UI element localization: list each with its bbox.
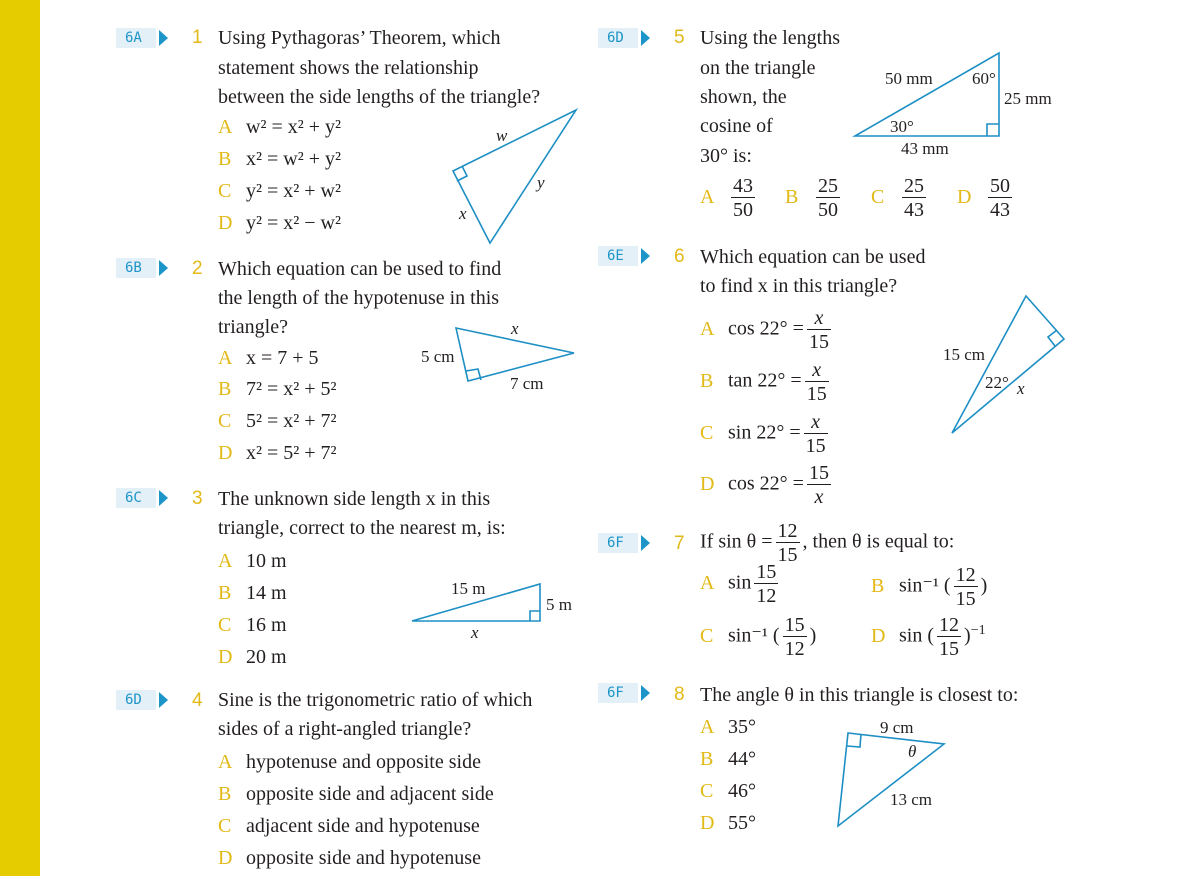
question-number: 7: [674, 533, 685, 554]
section-tag: 6A: [116, 28, 156, 48]
question-text: triangle, correct to the nearest m, is:: [218, 517, 506, 539]
answer-option[interactable]: A hypotenuse and opposite side: [218, 751, 481, 773]
section-tag: 6F: [598, 683, 638, 703]
section-tag: 6D: [598, 28, 638, 48]
diagram-label: 7 cm: [510, 374, 544, 393]
answer-option[interactable]: B opposite side and adjacent side: [218, 783, 494, 805]
answer-option[interactable]: A $\frac{43}{50}$: [700, 175, 753, 221]
question-number: 3: [192, 488, 203, 509]
answer-option[interactable]: C 5² = x² + 7²: [218, 410, 337, 432]
diagram-label: θ: [908, 742, 917, 761]
q3-right-angle-mark: [530, 611, 540, 621]
question-text: Using Pythagoras’ Theorem, which: [218, 27, 501, 49]
answer-option[interactable]: B x² = w² + y²: [218, 148, 341, 170]
answer-option[interactable]: B $\frac{25}{50}$: [785, 175, 838, 221]
question-text: Which equation can be used: [700, 246, 926, 268]
answer-option[interactable]: C adjacent side and hypotenuse: [218, 815, 480, 837]
question-number: 5: [674, 27, 685, 48]
diagram-label: x: [471, 623, 479, 642]
diagram-label: 60°: [972, 69, 996, 88]
question-text: The unknown side length x in this: [218, 488, 491, 510]
question-text: between the side lengths of the triangle?: [218, 86, 541, 108]
section-tag: 6E: [598, 246, 638, 266]
diagram-label: x: [459, 204, 467, 223]
answer-option[interactable]: A x = 7 + 5: [218, 347, 319, 369]
question-text: 30° is:: [700, 145, 752, 167]
diagram-label: 9 cm: [880, 718, 914, 737]
q6-triangle: [952, 296, 1064, 433]
answer-option[interactable]: C y² = x² + w²: [218, 180, 341, 202]
diagram-label: 15 cm: [943, 345, 986, 364]
question-number: 8: [674, 684, 685, 705]
question-text: cosine of: [700, 115, 773, 137]
answer-option[interactable]: C sin⁻¹ ( $\frac{15}{12}$ ): [700, 614, 817, 660]
answer-option[interactable]: A w² = x² + y²: [218, 116, 341, 138]
question-text: Using the lengths: [700, 27, 840, 49]
question-text: If sin θ = $\frac{12}{15}$ , then θ is equal to:: [700, 520, 955, 566]
diagram-label: 22°: [985, 373, 1009, 392]
answer-option[interactable]: C sin 22° = $\frac{x}{15}$: [700, 411, 826, 457]
question-text: Which equation can be used to find: [218, 258, 502, 280]
question-text: The angle θ in this triangle is closest to:: [700, 684, 1019, 706]
diagram-label: x: [1017, 379, 1025, 398]
answer-option[interactable]: A sin $\frac{15}{12}$: [700, 561, 777, 607]
q6-right-angle-mark: [1048, 330, 1057, 346]
answer-option[interactable]: D y² = x² − w²: [218, 212, 341, 234]
diagram-label: 5 m: [546, 595, 572, 614]
answer-option[interactable]: C 16 m: [218, 614, 287, 636]
answer-option[interactable]: D sin ( $\frac{12}{15}$ )$^{-1}$: [871, 614, 986, 660]
question-text: sides of a right-angled triangle?: [218, 718, 472, 740]
q8-right-angle-mark: [847, 734, 861, 747]
diagram-label: 5 cm: [421, 347, 455, 366]
q1-triangle: [453, 110, 576, 243]
diagram-label: 25 mm: [1004, 89, 1052, 108]
answer-option[interactable]: D x² = 5² + 7²: [218, 442, 337, 464]
question-number: 2: [192, 258, 203, 279]
answer-option[interactable]: C 46°: [700, 780, 756, 802]
answer-option[interactable]: B tan 22° = $\frac{x}{15}$: [700, 359, 827, 405]
answer-option[interactable]: D cos 22° = $\frac{15}{x}$: [700, 462, 829, 508]
diagram-label: 15 m: [451, 579, 486, 598]
section-tag: 6B: [116, 258, 156, 278]
answer-option[interactable]: C $\frac{25}{43}$: [871, 175, 924, 221]
question-text: on the triangle: [700, 57, 816, 79]
answer-option[interactable]: D opposite side and hypotenuse: [218, 847, 481, 869]
question-number: 4: [192, 690, 203, 711]
diagram-label: w: [496, 126, 508, 145]
q5-right-angle-mark: [987, 124, 999, 136]
question-text: the length of the hypotenuse in this: [218, 287, 500, 309]
question-number: 1: [192, 27, 203, 48]
q5-triangle: [855, 53, 999, 136]
question-text: triangle?: [218, 316, 288, 338]
answer-option[interactable]: B 7² = x² + 5²: [218, 378, 337, 400]
diagram-label: 50 mm: [885, 69, 933, 88]
answer-option[interactable]: A 10 m: [218, 550, 287, 572]
question-text: to find x in this triangle?: [700, 275, 898, 297]
diagram-label: 43 mm: [901, 139, 949, 158]
answer-option[interactable]: D 20 m: [218, 646, 287, 668]
section-tag: 6F: [598, 533, 638, 553]
answer-option[interactable]: B sin⁻¹ ( $\frac{12}{15}$ ): [871, 564, 988, 610]
answer-option[interactable]: D 55°: [700, 812, 756, 834]
diagram-label: 30°: [890, 117, 914, 136]
question-text: Sine is the trigonometric ratio of which: [218, 689, 533, 711]
answer-option[interactable]: D $\frac{50}{43}$: [957, 175, 1010, 221]
answer-option[interactable]: B 44°: [700, 748, 756, 770]
diagram-label: 13 cm: [890, 790, 933, 809]
question-number: 6: [674, 246, 685, 267]
question-text: statement shows the relationship: [218, 57, 479, 79]
answer-option[interactable]: A 35°: [700, 716, 756, 738]
diagram-label: y: [537, 173, 545, 192]
answer-option[interactable]: A cos 22° = $\frac{x}{15}$: [700, 307, 829, 353]
section-tag: 6D: [116, 690, 156, 710]
answer-option[interactable]: B 14 m: [218, 582, 287, 604]
question-text: shown, the: [700, 86, 787, 108]
diagram-label: x: [511, 319, 519, 338]
section-tag: 6C: [116, 488, 156, 508]
